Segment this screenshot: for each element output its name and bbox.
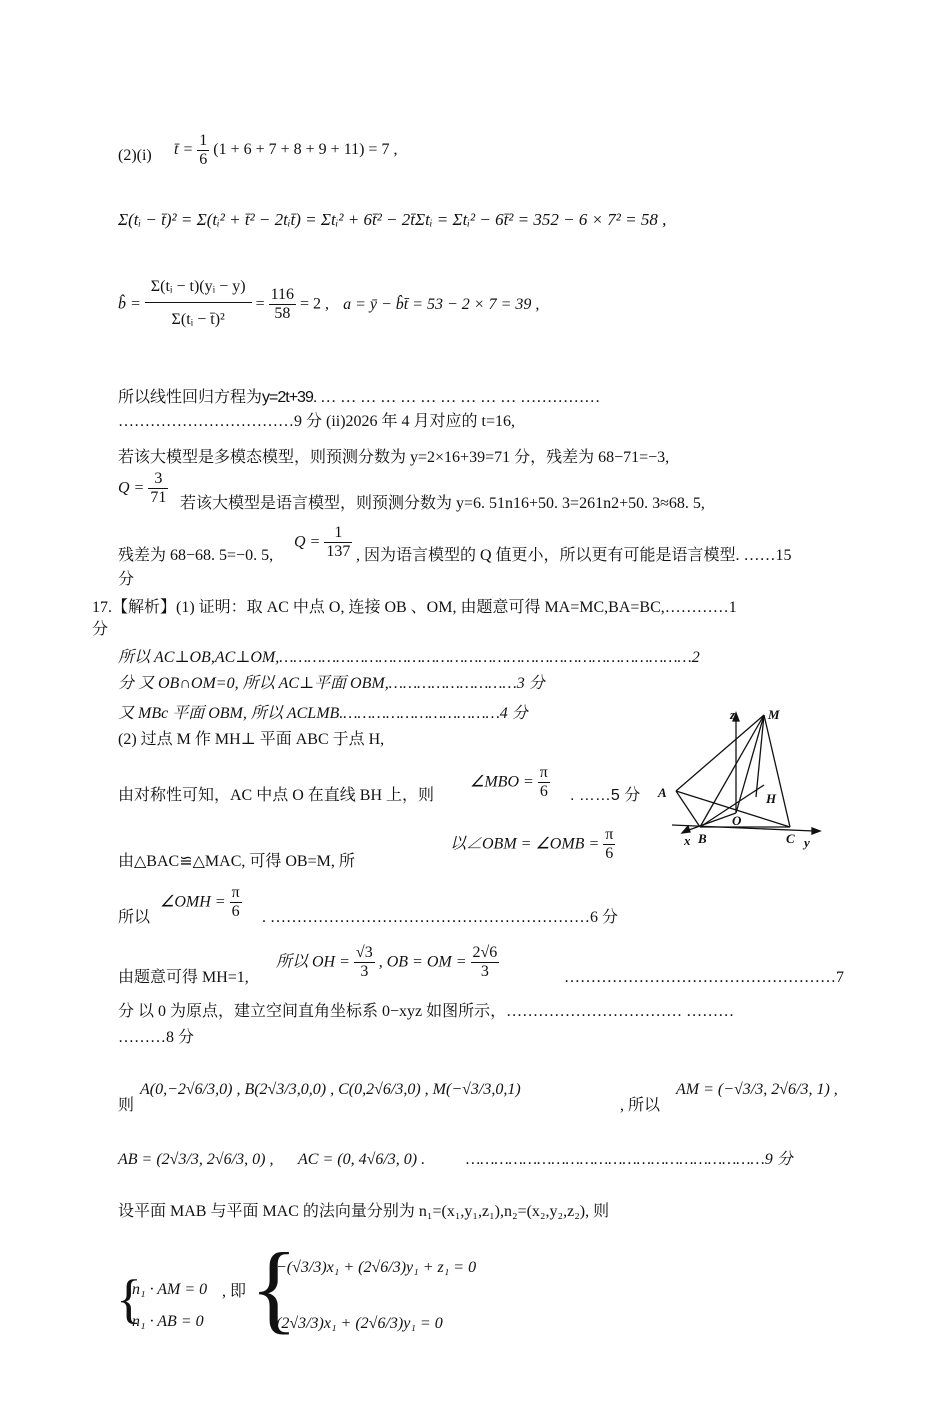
q1-formula: Q = $\frac{3}{71}$ — [118, 470, 167, 506]
label-o: O — [732, 813, 742, 828]
p17-part2: (2) 过点 M 作 MH⊥ 平面 ABC 于点 H, — [118, 731, 385, 748]
symmetry-line: 由对称性可知，AC 中点 O 在直线 BH 上，则 — [118, 787, 435, 804]
label-x: x — [684, 833, 691, 848]
label-h: H — [766, 791, 777, 806]
ob-fraction: $\frac{2√6}{3}$ — [472, 944, 498, 980]
system-right-brace: { — [250, 1232, 298, 1343]
coord-system-line: 分 以 0 为原点，建立空间直角坐标系 0−xyz 如图所示，…………………………… ……… — [118, 1003, 735, 1020]
angle-obm: 以∠OBM = ∠OMB = $\frac{\pi}{6}$ — [450, 826, 614, 862]
normal-vectors-line: 设平面 MAB 与平面 MAC 的法向量分别为 n₁=(x₁,y₁,z₁),n₂=(x₂,y₂,z₂), 则 — [118, 1203, 610, 1220]
p17-line-1: 所以 AC⊥OB,AC⊥OM,……………………………………………………………………………2 — [118, 649, 700, 666]
oh-ob-formula: 所以 OH = $\frac{√3}{3}$ , OB = OM = $\frac{2√6}{3}$ — [276, 944, 498, 980]
residual-2: 残差为 68−68. 5=−0. 5, — [118, 547, 274, 564]
point-coordinates: A(0,−2√6/3,0) , B(2√3/3,0,0) , C(0,2√6/3,0) , M(−√3/3,0,1) — [140, 1081, 521, 1098]
label-c: C — [786, 831, 795, 846]
q2-fraction: $\frac{1}{137}$ — [326, 524, 351, 560]
label-b: B — [698, 831, 707, 846]
q1-fraction: $\frac{3}{71}$ — [150, 470, 167, 506]
system-1b: n₁ · AB = 0 — [132, 1313, 204, 1330]
angle-omh-fraction: $\frac{\pi}{6}$ — [231, 884, 240, 920]
p17-intro: 17.【解析】(1) 证明：取 AC 中点 O, 连接 OB 、OM, 由题意可得 MA=MC,BA=BC,…………1 — [92, 599, 737, 616]
system-2b: (2√3/3)x₁ + (2√6/3)y₁ = 0 — [276, 1315, 443, 1332]
angle-omh: ∠OMH = $\frac{\pi}{6}$ — [160, 884, 240, 920]
multimodal-prediction: 若该大模型是多模态模型，则预测分数为 y=2×16+39=71 分，残差为 68−71=−3, — [118, 449, 670, 466]
system-1a: n₁ · AM = 0 — [132, 1281, 208, 1298]
system-left-brace: { — [116, 1269, 142, 1329]
angle-mbo: ∠MBO = $\frac{\pi}{6}$ — [470, 764, 548, 800]
x-axis-arrow — [682, 826, 690, 833]
b-hat-value: $\frac{116}{58}$ — [270, 286, 295, 322]
ac-vector: AC = (0, 4√6/3, 0) . — [298, 1151, 426, 1168]
ji-label: , 即 — [222, 1283, 247, 1300]
am-vector: AM = (−√3/3, 2√6/3, 1) , — [676, 1081, 838, 1098]
edge-mb — [700, 715, 764, 827]
line-9-points: ……………………………9 分 (ii)2026 年 4 月对应的 t=16, — [118, 413, 516, 430]
sum-squares-formula: Σ(tᵢ − t̄)² = Σ(tᵢ² + t̄² − 2tᵢt̄) = Σtᵢ² + 6t̄² − 2t̄Σtᵢ = Σtᵢ² − 6t̄² = 352 − 6 × 7² = 58 , — [118, 210, 667, 229]
label-a: A — [658, 785, 667, 800]
q2-formula: Q = $\frac{1}{137}$ — [294, 524, 351, 560]
y-axis-arrow — [812, 828, 820, 834]
mh-line: 由题意可得 MH=1, — [118, 969, 249, 986]
oh-fraction: $\frac{√3}{3}$ — [355, 944, 373, 980]
language-prediction: 若该大模型是语言模型，则预测分数为 y=6. 51n16+50. 3=261n2+50. 3≈68. 5, — [180, 495, 705, 512]
conclusion: , 因为语言模型的 Q 值更小，所以更有可能是语言模型. ……15 — [356, 547, 792, 564]
label-m: M — [768, 707, 780, 722]
fen-15: 分 — [118, 571, 135, 588]
regression-line: 所以线性回归方程为y=2t+39. … … … … … … … … … … …………… — [118, 389, 601, 406]
congruence-line: 由△BAC≌△MAC, 可得 OB=M, 所 — [118, 853, 355, 870]
edge-ab — [676, 791, 700, 827]
p17-line-2: 分 又 OB∩OM=0, 所以 AC⊥平面 OBM,………………………3 分 — [118, 675, 545, 692]
suoyi-label: 所以 — [118, 909, 151, 926]
b-hat-formula: b̂ = $\frac{\text{Σ(tᵢ − t)(yᵢ − y)}}{\text{Σ(tᵢ − t̄)²}}$ = $\frac{116}{58}$ = 2 , a = ȳ − b̂t̄ = 53 − 2 × 7 = 39 , — [118, 272, 539, 337]
dots-7: ……………………………………………7 — [564, 969, 844, 986]
system-2a: −(√3/3)x₁ + (2√6/3)y₁ + z₁ = 0 — [276, 1259, 477, 1276]
edge-ma — [676, 715, 764, 791]
angle-obm-fraction: $\frac{\pi}{6}$ — [605, 826, 614, 862]
dots-9: ………………………………………………………9 分 — [466, 1151, 793, 1168]
mean-t-fraction: $\frac{1}{6}$ — [199, 132, 208, 168]
suoyi2-label: , 所以 — [620, 1097, 661, 1114]
label-z: z — [730, 707, 736, 722]
p17-fen-1: 分 — [92, 621, 109, 638]
fen-8: ………8 分 — [118, 1029, 195, 1046]
ab-vector: AB = (2√3/3, 2√6/3, 0) , — [118, 1151, 274, 1168]
label-y: y — [804, 835, 810, 850]
pyramid-figure — [652, 705, 822, 855]
angle-mbo-fraction: $\frac{\pi}{6}$ — [539, 764, 548, 800]
p17-line-3: 又 MBc 平面 OBM, 所以 ACLMB.……………………………4 分 — [118, 705, 528, 722]
x-axis — [686, 813, 736, 831]
fen-5: . ……5 分 — [570, 787, 641, 804]
mean-t-formula: t̄ = $\frac{1}{6}$ (1 + 6 + 7 + 8 + 9 + 11) = 7 , — [174, 132, 398, 168]
fen-6: . ……………………………………………………6 分 — [262, 909, 619, 926]
edge-mc — [764, 715, 790, 827]
ze-label: 则 — [118, 1097, 135, 1114]
b-hat-fraction: $\frac{\text{Σ(tᵢ − t)(yᵢ − y)}}{\text{Σ(tᵢ − t̄)²}}$ — [145, 272, 252, 337]
part2i-label: (2)(i) — [118, 147, 152, 164]
